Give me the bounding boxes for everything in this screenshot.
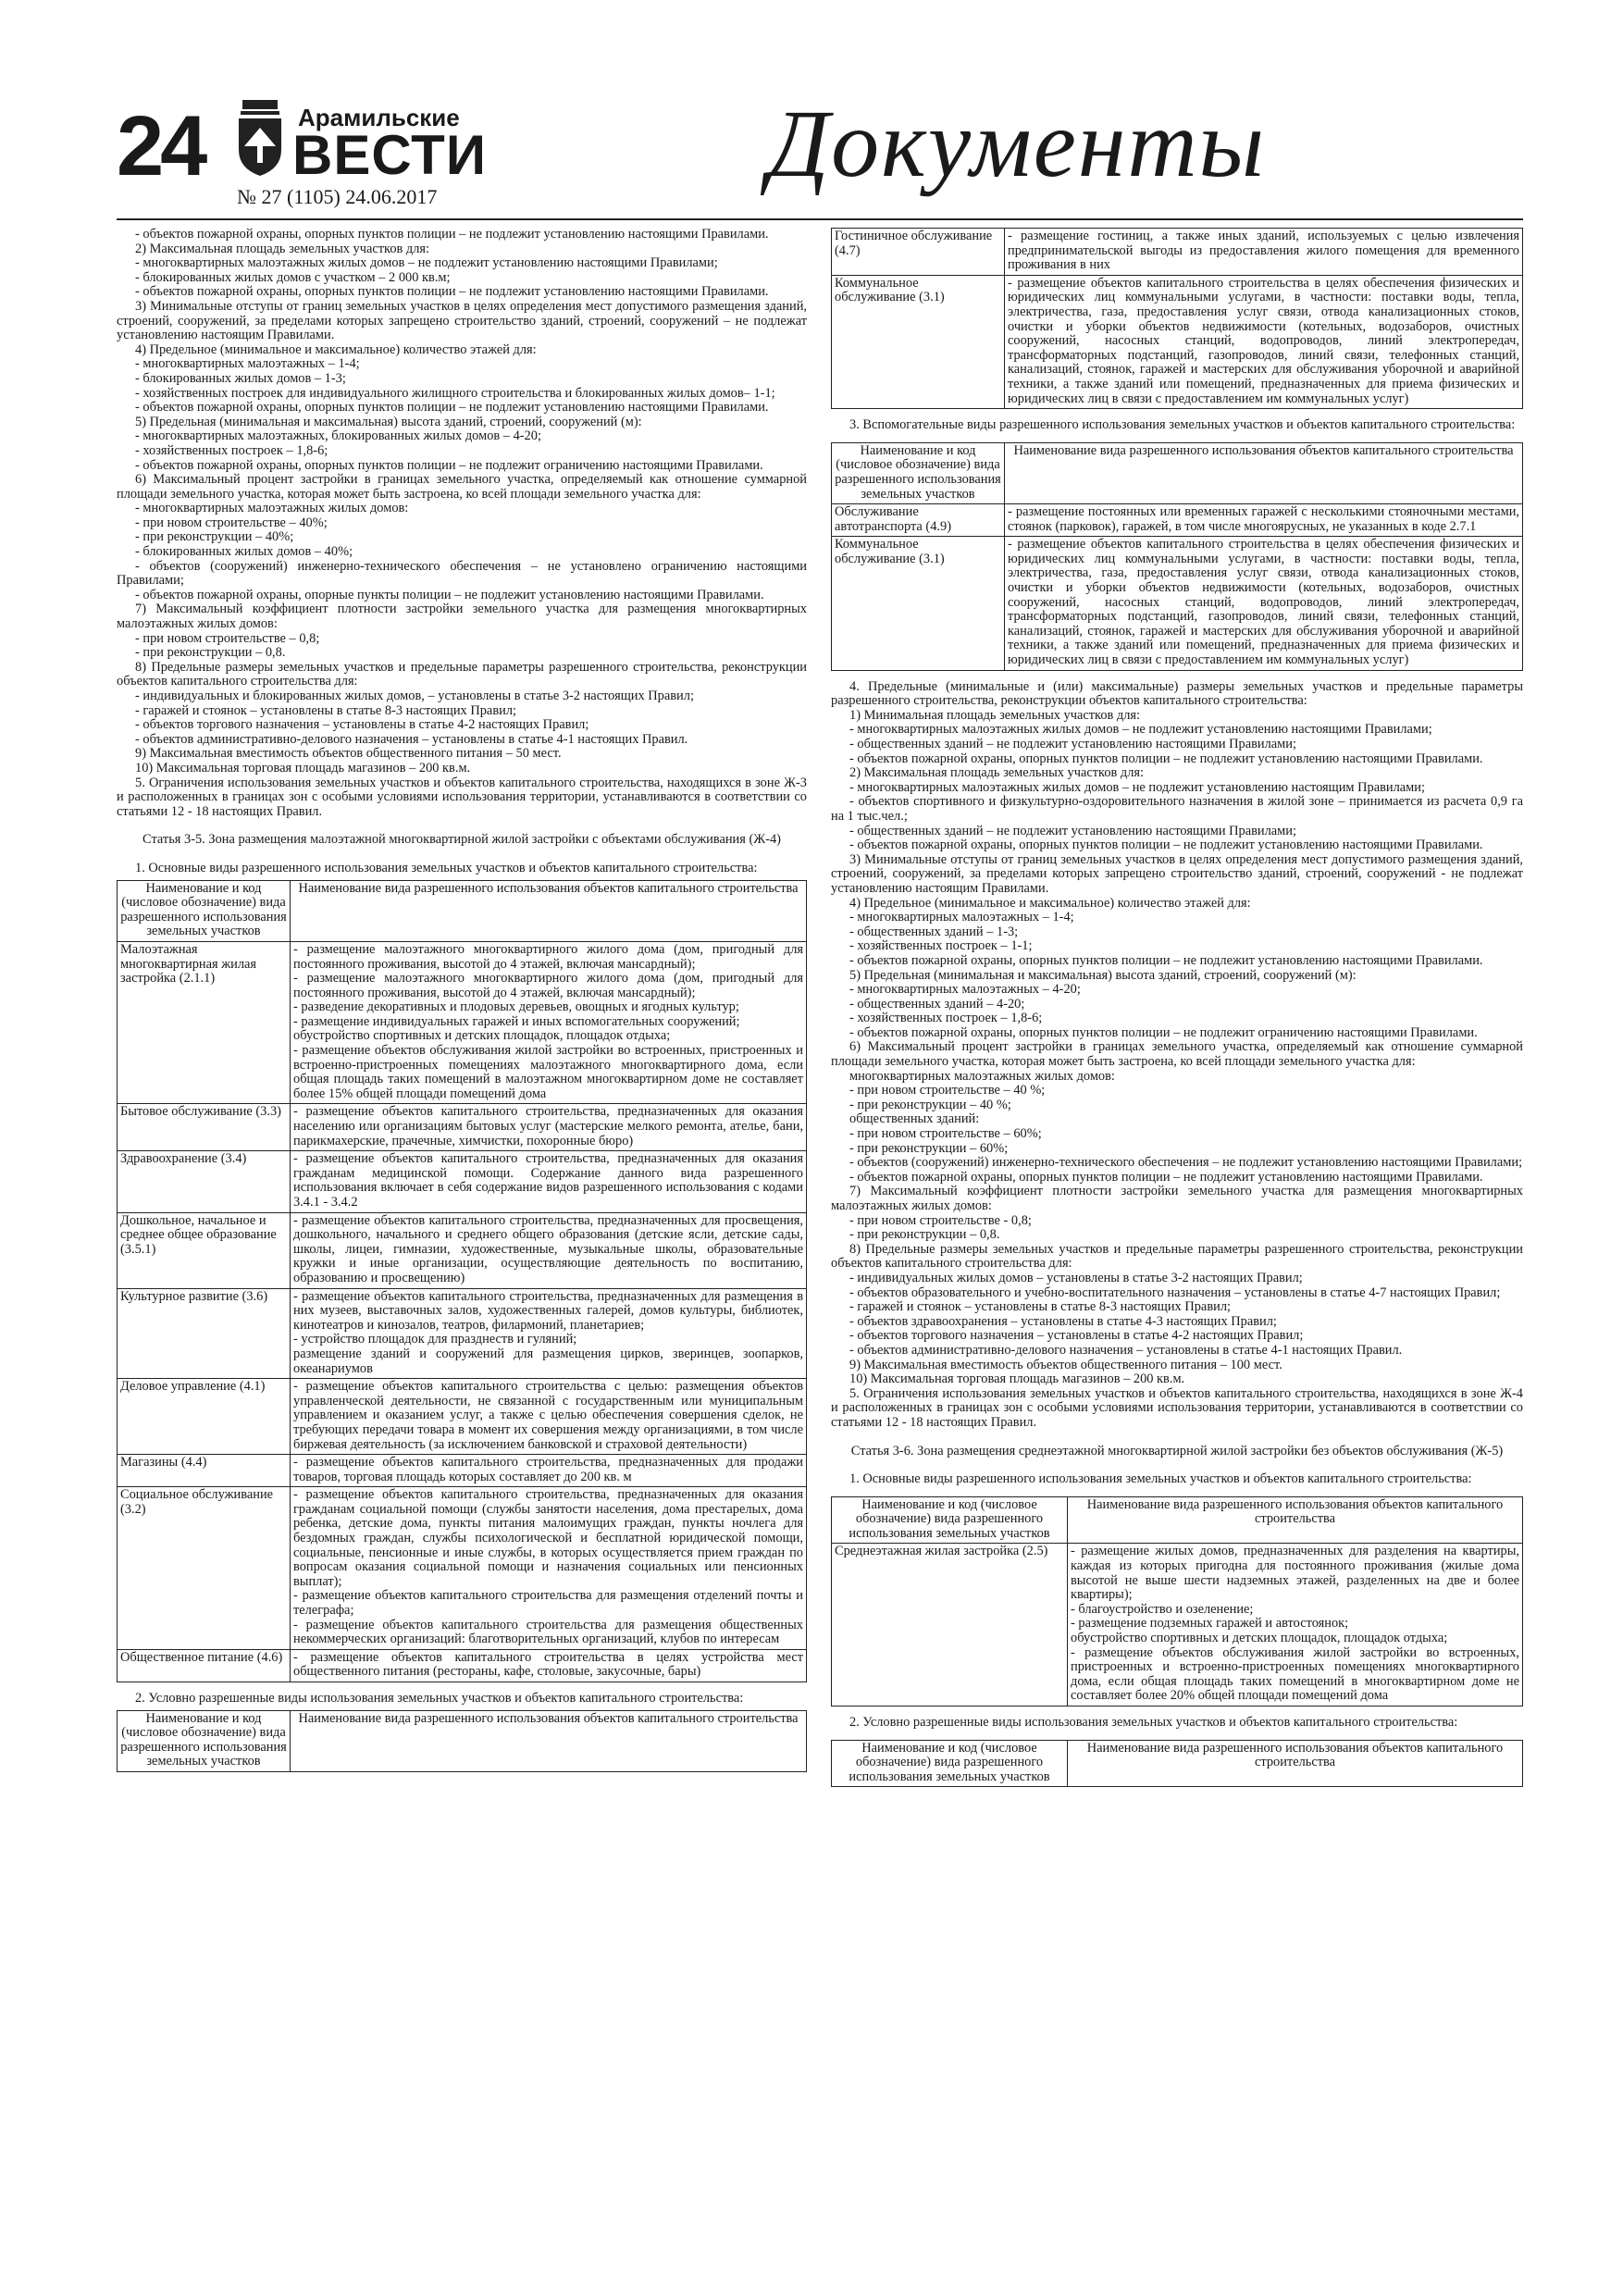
paragraph: 1) Минимальная площадь земельных участков для:	[849, 707, 1141, 723]
table-row	[118, 1104, 807, 1151]
table-row	[118, 1151, 807, 1212]
paragraph: общественных зданий:	[849, 1111, 980, 1127]
paragraph: - многоквартирных малоэтажных жилых домов – не подлежит установлению настоящими Правилами;	[849, 722, 1432, 738]
coat-of-arms-icon	[233, 100, 287, 178]
section-title: Документы	[768, 91, 1267, 197]
paragraph: - при новом строительстве – 40%;	[135, 515, 328, 530]
page-number: 24	[117, 99, 204, 193]
paragraph: - объектов (сооружений) инженерно-технического обеспечения – не подлежит установлению настоящими Правилами;	[849, 1155, 1523, 1171]
paragraph: - объектов образовательного и учебно-воспитательного назначения – установлены в статье 4-7 настоящих Правил;	[849, 1285, 1501, 1300]
paragraph: 9) Максимальная вместимость объектов общественного питания – 100 мест.	[849, 1357, 1282, 1372]
paragraph: 1. Основные виды разрешенного использования земельных участков и объектов капитального строительства:	[849, 1471, 1472, 1487]
paragraph: - многоквартирных малоэтажных жилых домов – не подлежит установлению настоящим Правилами;	[849, 779, 1425, 795]
paragraph: - объектов административно-делового назначения – установлены в статье 4-1 настоящих Правил.	[849, 1342, 1403, 1358]
table-body	[118, 941, 807, 1682]
paragraph: 6) Максимальный процент застройки в границах земельного участка, определяемый как отношение суммарной площади земельного участка, которая может быть застроена, ко всей площади земельного участка для:	[831, 1039, 1523, 1070]
table-header: Наименование и код (числовое обозначение) вида разрешенного использования земельных участков	[118, 1710, 291, 1771]
table-row	[118, 1487, 807, 1650]
paragraph: - многоквартирных малоэтажных – 1-4;	[849, 910, 1074, 925]
left-column	[117, 228, 807, 1781]
paragraph: - объектов пожарной охраны, опорных пунктов полиции – не подлежит установлению настоящими Правилами.	[135, 227, 769, 242]
table-header: Наименование вида разрешенного использования объектов капитального строительства	[291, 1710, 807, 1771]
zone-table	[831, 442, 1523, 671]
zone-table	[831, 1740, 1523, 1788]
table-row	[118, 1649, 807, 1682]
paragraph: 2) Максимальная площадь земельных участков для:	[135, 241, 430, 256]
paragraph: - объектов пожарной охраны, опорных пунктов полиции – не подлежит ограничению настоящими Правилами.	[135, 457, 763, 473]
use-type-name: Среднеэтажная жилая застройка (2.5)	[832, 1544, 1068, 1706]
paragraph: 7) Максимальный коэффициент плотности застройки земельного участка для размещения многоквартирных малоэтажных жилых домов:	[831, 1184, 1523, 1213]
paragraph: - многоквартирных малоэтажных жилых домов:	[135, 501, 409, 516]
use-type-description: - размещение объектов капитального строительства, предназначенных для продажи товаров, торговая площадь которых составляет до 200 кв. м	[291, 1455, 807, 1487]
use-type-name: Бытовое обслуживание (3.3)	[118, 1104, 291, 1151]
paragraph: - хозяйственных построек для индивидуального жилищного строительства и блокированных жилых домов– 1-1;	[135, 385, 775, 401]
table-row	[832, 1544, 1523, 1706]
use-type-name: Гостиничное обслуживание (4.7)	[832, 229, 1005, 276]
table-row	[118, 1455, 807, 1487]
use-type-description: - размещение гостиниц, а также иных зданий, используемых с целью извлечения предпринимательской выгоды из предоставления жилого помещения для временного проживания в них	[1005, 229, 1523, 276]
use-type-name: Коммунальное обслуживание (3.1)	[832, 537, 1005, 670]
table-header: Наименование вида разрешенного использования объектов капитального строительства	[1005, 442, 1523, 503]
paragraph: - объектов (сооружений) инженерно-технического обеспечения – не установлено ограничению настоящими Правилами;	[117, 558, 807, 589]
paragraph: - при новом строительстве - 0,8;	[849, 1212, 1032, 1228]
paragraph: - гаражей и стоянок – установлены в статье 8-3 настоящих Правил;	[849, 1299, 1231, 1315]
paragraph: 3. Вспомогательные виды разрешенного использования земельных участков и объектов капитального строительства:	[849, 417, 1516, 433]
paragraph: 8) Предельные размеры земельных участков и предельные параметры разрешенного строительства, реконструкции объектов капитального строительства для:	[831, 1241, 1523, 1272]
paragraph: 10) Максимальная торговая площадь магазинов – 200 кв.м.	[135, 760, 471, 776]
paragraph: 4. Предельные (минимальные и (или) максимальные) размеры земельных участков и предельные параметры разрешенного строительства, реконструкции объектов капитального строительства:	[831, 678, 1523, 709]
use-type-description: - размещение объектов капитального строительства, предназначенных для оказания населению или организациям бытовых услуг (мастерские мелкого ремонта, ателье, бани, парикмахерские, прачечные, химчистки, похоронные бюро)	[291, 1104, 807, 1151]
article-heading: Статья 3-6. Зона размещения среднеэтажной многоквартирной жилой застройки без объектов обслуживания (Ж-5)	[850, 1443, 1504, 1458]
paragraph: 4) Предельное (минимальное и максимальное) количество этажей для:	[135, 341, 537, 357]
paragraph: 3) Минимальные отступы от границ земельных участков в целях определения мест допустимого размещения зданий, строений, сооружений, за пределами которых запрещено строительство зданий, строений, сооружений - не подлежат установлению настоящим Правилами.	[831, 851, 1523, 896]
table-header: Наименование и код (числовое обозначение) вида разрешенного использования земельных участков	[832, 1740, 1068, 1787]
zone-table	[117, 880, 807, 1682]
use-type-description: - размещение объектов капитального строительства в целях обеспечения физических и юридических лиц коммунальными услугами, в частности: поставки воды, тепла, электричества, газа, предоставления услуг связи, отвода канализационных стоков, очистки и уборки объектов недвижимости (котельных, водозаборов, очистных сооружений, насосных станций, водопроводов, линий электропередач, трансформаторных подстанций, газопроводов, линий связи, телефонных станций, канализаций, стоянок, гаражей и мастерских для обслуживания уборочной и аварийной техники, а также зданий или помещений, предназначенных для приема физических и юридических лиц в связи с предоставлением им коммунальных услуг)	[1005, 537, 1523, 670]
table-header: Наименование и код (числовое обозначение) вида разрешенного использования земельных участков	[118, 880, 291, 941]
paragraph: 5. Ограничения использования земельных участков и объектов капитального строительства, находящихся в зоне Ж-4 и расположенных в границах зон с особыми условиями использования территории, устанавливаются в соответствии со статьями 12 - 18 настоящих Правил.	[831, 1385, 1523, 1430]
paragraph: 3) Минимальные отступы от границ земельных участков в целях определения мест допустимого размещения зданий, строений, сооружений, за пределами которых запрещено строительство зданий, строений, сооружений – не подлежат установлению настоящим Правилами.	[117, 298, 807, 343]
paragraph: 5. Ограничения использования земельных участков и объектов капитального строительства, находящихся в зоне Ж-3 и расположенных в границах зон с особыми условиями использования территории, устанавливаются в соответствии со статьями 12 - 18 настоящих Правил.	[117, 775, 807, 819]
use-type-description: - размещение объектов капитального строительства, предназначенных для оказания гражданам социальной помощи (службы занятости населения, дома престарелых, дома ребенка, детские дома, пункты питания малоимущих граждан, пункты ночлега для бездомных граждан, службы психологической и бесплатной юридической помощи, социальные, пенсионные и иные службы, в которых осуществляется прием граждан по вопросам оказания социальной помощи и назначения социальных или пенсионных выплат); - размещение объектов капитального строительства для размещения отделений почты и телеграфа; - размещение объектов капитального строительства для размещения общественных некоммерческих организаций: благотворительных организаций, клубов по интересам	[291, 1487, 807, 1650]
paragraph: - объектов здравоохранения – установлены в статье 4-3 настоящих Правил;	[849, 1313, 1277, 1329]
use-type-description: - размещение объектов капитального строительства, предназначенных для оказания гражданам медицинской помощи. Содержание данного вида разрешенного использования включает в себя содержание видов разрешенного использования с кодами 3.4.1 - 3.4.2	[291, 1151, 807, 1212]
paragraph: - гаражей и стоянок – установлены в статье 8-3 настоящих Правил;	[135, 702, 516, 718]
paragraph: - общественных зданий – 1-3;	[849, 924, 1019, 939]
table-row	[832, 229, 1523, 276]
paragraph: - при новом строительстве – 0,8;	[135, 630, 320, 646]
logo-text-big: ВЕСТИ	[292, 124, 487, 186]
paragraph: - объектов пожарной охраны, опорных пунктов полиции – не подлежит ограничению настоящими Правилами.	[849, 1024, 1478, 1040]
paragraph: - при реконструкции – 40 %;	[849, 1097, 1011, 1112]
paragraph: - при реконструкции – 0,8.	[135, 645, 286, 661]
use-type-description: - размещение жилых домов, предназначенных для разделения на квартиры, каждая из которых пригодна для постоянного проживания (жилые дома высотой не выше шести надземных этажей, разделенных на две и более квартиры); - благоустройство и озеленение; - размещение подземных гаражей и автостоянок; обустройство спортивных и детских площадок, площадок отдыха; - размещение объектов обслуживания жилой застройки во встроенных, пристроенных и встроенно-пристроенных помещениях многоквартирного дома, если общая площадь таких помещений в многоквартирном доме не составляет более 20% общей площади помещений дома	[1068, 1544, 1523, 1706]
use-type-name: Культурное развитие (3.6)	[118, 1288, 291, 1379]
use-type-name: Социальное обслуживание (3.2)	[118, 1487, 291, 1650]
use-type-description: - размещение объектов капитального строительства, предназначенных для размещения в них музеев, выставочных залов, художественных галерей, домов культуры, библиотек, кинотеатров и кинозалов, театров, филармоний, планетариев; - устройство площадок для празднеств и гуляний; размещение зданий и сооружений для размещения цирков, зверинцев, зоопарков, океанариумов	[291, 1288, 807, 1379]
zone-table	[117, 1710, 807, 1772]
paragraph: 5) Предельная (минимальная и максимальная) высота зданий, строений, сооружений (м):	[849, 967, 1357, 983]
paragraph: - индивидуальных жилых домов – установлены в статье 3-2 настоящих Правил;	[849, 1270, 1303, 1285]
paragraph: - блокированных жилых домов – 40%;	[135, 544, 353, 560]
newspaper-logo	[233, 96, 487, 186]
paragraph: - объектов пожарной охраны, опорных пунктов полиции – не подлежит установлению настоящими Правилами.	[849, 952, 1483, 968]
paragraph: - многоквартирных малоэтажных жилых домов – не подлежит установлению настоящими Правилами;	[135, 255, 718, 271]
use-type-description: - размещение объектов капитального строительства в целях устройства мест общественного питания (рестораны, кафе, столовые, закусочные, бары)	[291, 1649, 807, 1682]
table-row	[832, 537, 1523, 670]
use-type-name: Общественное питание (4.6)	[118, 1649, 291, 1682]
table-row	[118, 1379, 807, 1455]
paragraph: - объектов административно-делового назначения – установлены в статье 4-1 настоящих Правил.	[135, 731, 688, 747]
paragraph: - общественных зданий – не подлежит установлению настоящими Правилами;	[849, 737, 1296, 751]
paragraph: 8) Предельные размеры земельных участков и предельные параметры разрешенного строительства, реконструкции объектов капитального строительства для:	[117, 659, 807, 689]
article-heading: Статья 3-5. Зона размещения малоэтажной многоквартирной жилой застройки с объектами обслуживания (Ж-4)	[142, 832, 781, 848]
table-row	[832, 275, 1523, 408]
paragraph: - при реконструкции – 40%;	[135, 529, 294, 545]
table-row	[118, 1288, 807, 1379]
right-column	[831, 228, 1523, 1796]
use-type-description: - размещение малоэтажного многоквартирного жилого дома (дом, пригодный для постоянного проживания, высотой до 4 этажей, включая мансардный); - размещение малоэтажного многоквартирного жилого дома (дом, пригодный для постоянного проживания, высотой до 4 этажей, включая мансардный); - разведение декоративных и плодовых деревьев, овощных и ягодных культур; - размещение индивидуальных гаражей и иных вспомогательных сооружений; обустройство спортивных и детских площадок, площадок отдыха; - размещение объектов обслуживания жилой застройки во встроенных, пристроенных и встроенно-пристроенных помещениях малоэтажного многоквартирного дома, если общая площадь таких помещений в малоэтажном многоквартирном доме не составляет более 15% общей площади помещений дома	[291, 941, 807, 1104]
paragraph: 2. Условно разрешенные виды использования земельных участков и объектов капитального строительства:	[135, 1691, 744, 1706]
paragraph: - блокированных жилых домов с участком – 2 000 кв.м;	[135, 269, 451, 285]
paragraph: - многоквартирных малоэтажных – 1-4;	[135, 356, 360, 372]
paragraph: - при реконструкции – 60%;	[849, 1140, 1009, 1156]
paragraph: 5) Предельная (минимальная и максимальная) высота зданий, строений, сооружений (м):	[135, 414, 642, 429]
header-rule	[117, 218, 1523, 220]
paragraph: - при новом строительстве – 40 %;	[849, 1083, 1046, 1098]
use-type-name: Дошкольное, начальное и среднее общее образование (3.5.1)	[118, 1212, 291, 1288]
table-row	[118, 1212, 807, 1288]
paragraph: - объектов торгового назначения – установлены в статье 4-2 настоящих Правил;	[135, 717, 589, 733]
use-type-name: Малоэтажная многоквартирная жилая застройка (2.1.1)	[118, 941, 291, 1104]
paragraph: 9) Максимальная вместимость объектов общественного питания – 50 мест.	[135, 746, 562, 762]
table-header: Наименование и код (числовое обозначение) вида разрешенного использования земельных участков	[832, 1496, 1068, 1544]
table-body	[832, 504, 1523, 671]
paragraph: - хозяйственных построек – 1,8-6;	[135, 442, 328, 458]
table-header: Наименование вида разрешенного использования объектов капитального строительства	[291, 880, 807, 941]
paragraph: - многоквартирных малоэтажных, блокированных жилых домов – 4-20;	[135, 428, 541, 444]
use-type-name: Коммунальное обслуживание (3.1)	[832, 275, 1005, 408]
use-type-name: Здравоохранение (3.4)	[118, 1151, 291, 1212]
table-header: Наименование вида разрешенного использования объектов капитального строительства	[1068, 1740, 1523, 1787]
paragraph: - объектов пожарной охраны, опорных пунктов полиции – не подлежит установлению настоящими Правилами.	[135, 284, 769, 300]
paragraph: - при реконструкции – 0,8.	[849, 1227, 1000, 1243]
use-type-name: Деловое управление (4.1)	[118, 1379, 291, 1455]
paragraph: 2) Максимальная площадь земельных участков для:	[849, 765, 1145, 781]
paragraph: 6) Максимальный процент застройки в границах земельного участка, определяемый как отношение суммарной площади земельного участка, которая может быть застроена, ко всей площади земельного участка для:	[117, 472, 807, 502]
use-type-name: Обслуживание автотранспорта (4.9)	[832, 504, 1005, 537]
use-type-description: - размещение объектов капитального строительства, предназначенных для просвещения, дошкольного, начального и среднего общего образования (детские ясли, детские сады, школы, лицеи, гимназии, художественные, музыкальные школы, образовательные кружки и иные организации, осуществляющие деятельность по воспитанию, образованию и просвещению)	[291, 1212, 807, 1288]
table-body	[832, 1544, 1523, 1706]
use-type-description: - размещение постоянных или временных гаражей с несколькими стояночными местами, стоянок (парковок), гаражей, в том числе многоярусных, не указанных в коде 2.7.1	[1005, 504, 1523, 537]
paragraph: - объектов пожарной охраны, опорных пунктов полиции – не подлежит установлению настоящими Правилами.	[135, 400, 769, 416]
table-header: Наименование вида разрешенного использования объектов капитального строительства	[1068, 1496, 1523, 1544]
table-row	[118, 941, 807, 1104]
paragraph: - объектов пожарной охраны, опорных пунктов полиции – не подлежит установлению настоящими Правилами.	[849, 1169, 1483, 1185]
paragraph: - индивидуальных и блокированных жилых домов, – установлены в статье 3-2 настоящих Правил;	[135, 689, 694, 703]
paragraph: - хозяйственных построек – 1,8-6;	[849, 1011, 1043, 1026]
paragraph: - многоквартирных малоэтажных – 4-20;	[849, 982, 1081, 998]
paragraph: 7) Максимальный коэффициент плотности застройки земельного участка для размещения многоквартирных малоэтажных жилых домов:	[117, 602, 807, 632]
paragraph: - объектов пожарной охраны, опорных пунктов полиции – не подлежит установлению настоящими Правилами.	[849, 751, 1483, 766]
table-header: Наименование и код (числовое обозначение) вида разрешенного использования земельных участков	[832, 442, 1005, 503]
paragraph: - объектов спортивного и физкультурно-оздоровительного назначения в жилой зоне – принимается из расчета 0,9 га на 1 тыс.чел.;	[831, 794, 1523, 824]
paragraph: многоквартирных малоэтажных жилых домов:	[849, 1068, 1115, 1084]
table-body	[832, 229, 1523, 409]
zone-table	[831, 228, 1523, 409]
paragraph: - объектов торгового назначения – установлены в статье 4-2 настоящих Правил;	[849, 1328, 1304, 1344]
paragraph: - при новом строительстве – 60%;	[849, 1126, 1042, 1142]
paragraph: - общественных зданий – 4-20;	[849, 996, 1025, 1011]
paragraph: - блокированных жилых домов – 1-3;	[135, 370, 346, 386]
use-type-name: Магазины (4.4)	[118, 1455, 291, 1487]
zone-table	[831, 1496, 1523, 1706]
paragraph: 4) Предельное (минимальное и максимальное) количество этажей для:	[849, 895, 1251, 911]
logo-text-small: Арамильские	[298, 104, 460, 131]
use-type-description: - размещение объектов капитального строительства в целях обеспечения физических и юридических лиц коммунальными услугами, в частности: поставки воды, тепла, электричества, газа, предоставления услуг связи, отвода канализационных стоков, очистки и уборки объектов недвижимости (котельных, водозаборов, очистных сооружений, насосных станций, водопроводов, линий электропередач, трансформаторных подстанций, газопроводов, линий связи, телефонных станций, канализаций, стоянок, гаражей и мастерских для обслуживания уборочной и аварийной техники, а также зданий или помещений, предназначенных для приема физических и юридических лиц в связи с предоставлением им коммунальных услуг)	[1005, 275, 1523, 408]
paragraph: - хозяйственных построек – 1-1;	[849, 938, 1033, 954]
paragraph: 1. Основные виды разрешенного использования земельных участков и объектов капитального строительства:	[135, 860, 758, 875]
paragraph: - общественных зданий – не подлежит установлению настоящими Правилами;	[849, 823, 1296, 838]
paragraph: 10) Максимальная торговая площадь магазинов – 200 кв.м.	[849, 1371, 1185, 1387]
issue-info: № 27 (1105) 24.06.2017	[237, 185, 438, 208]
use-type-description: - размещение объектов капитального строительства с целью: размещения объектов управленческой деятельности, не связанной с государственным или муниципальным управлением и оказанием услуг, а также с целью обеспечения совершения сделок, не требующих передачи товара в момент их совершения между организациями, в том числе биржевая деятельность (за исключением банковской и страховой деятельности)	[291, 1379, 807, 1455]
table-row	[832, 504, 1523, 537]
paragraph: - объектов пожарной охраны, опорные пункты полиции – не подлежит установлению настоящими Правилами.	[135, 587, 764, 602]
paragraph: 2. Условно разрешенные виды использования земельных участков и объектов капитального строительства:	[849, 1715, 1458, 1730]
paragraph: - объектов пожарной охраны, опорных пунктов полиции – не подлежит установлению настоящими Правилами.	[849, 838, 1483, 853]
